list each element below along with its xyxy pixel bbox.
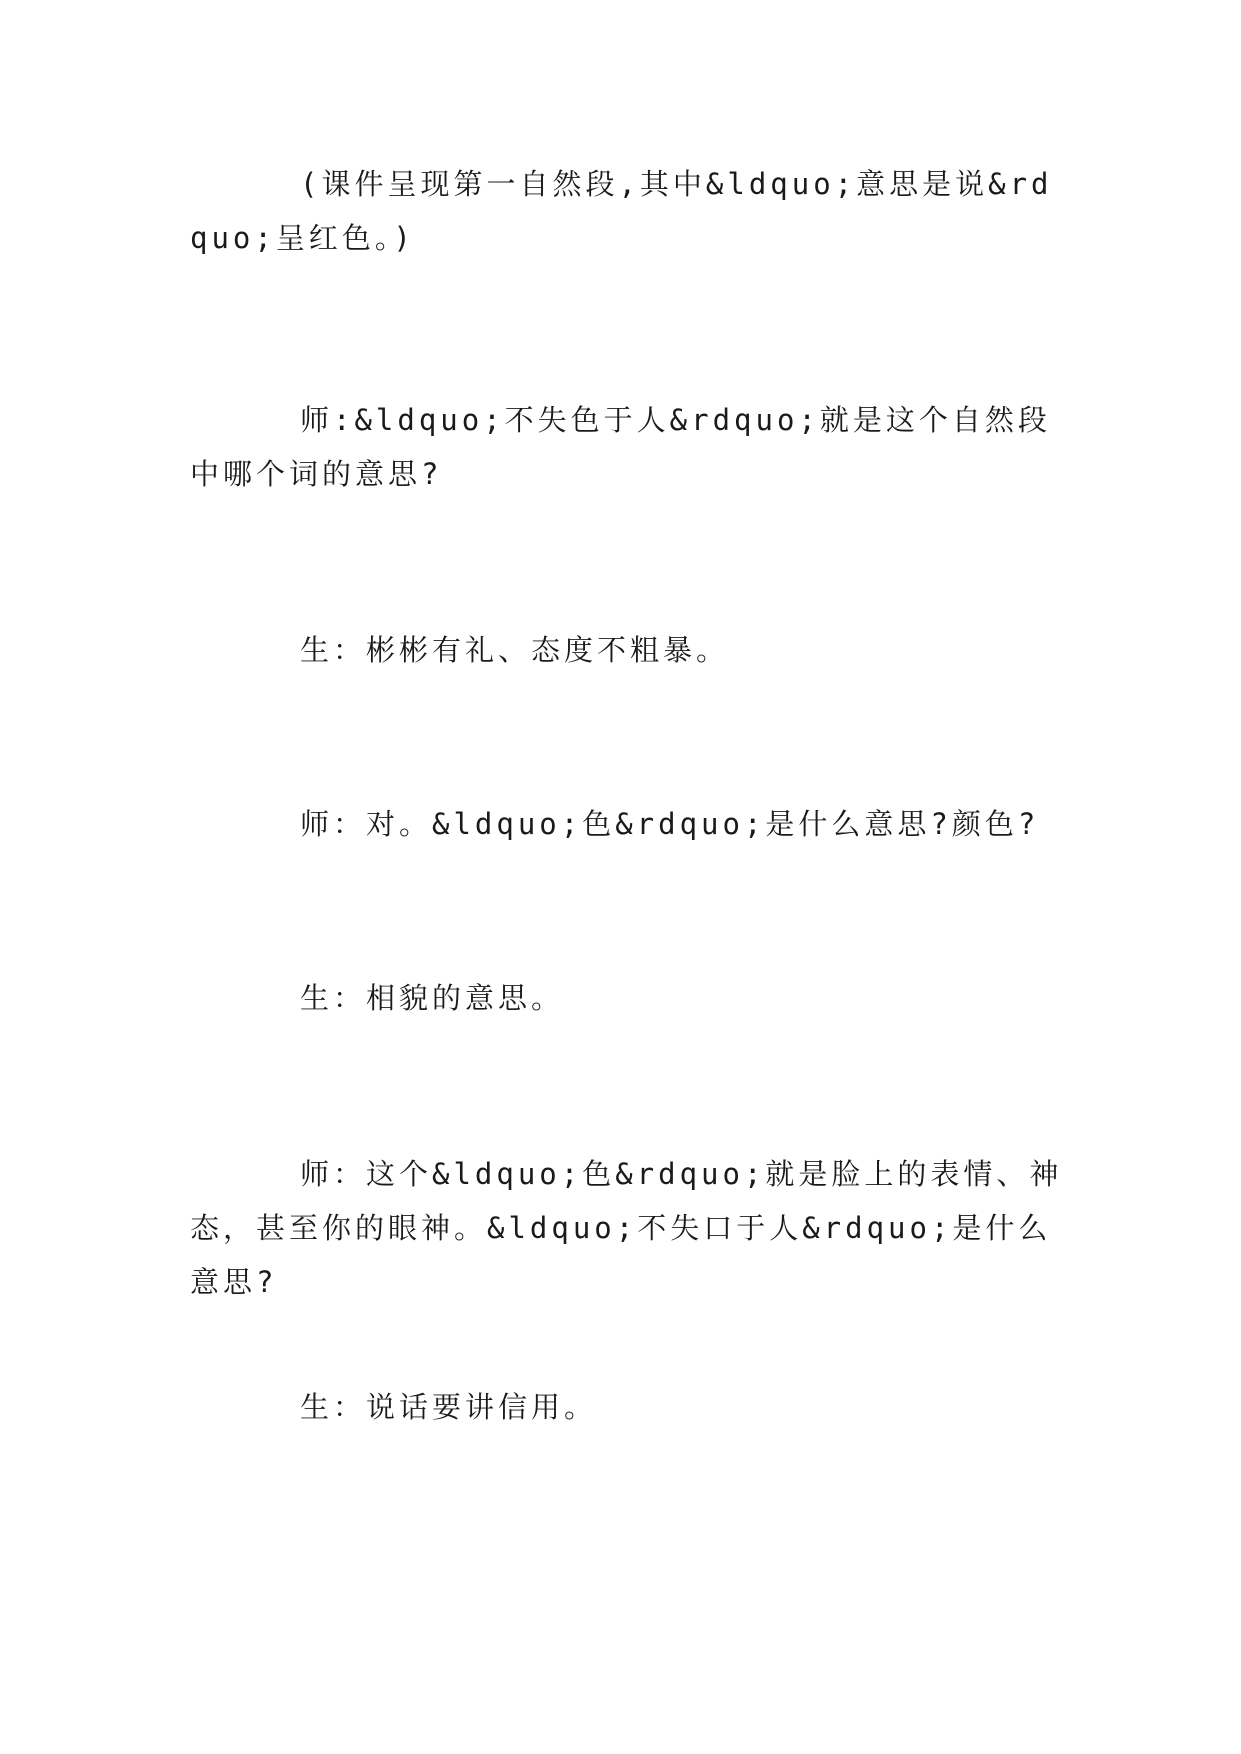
paragraph-student-answer-2: 生：相貌的意思。 [300, 981, 565, 1015]
paragraph-teacher-question-1: 师:&ldquo;不失色于人&rdquo;就是这个自然段中哪个词的意思? [190, 403, 1051, 491]
paragraph-student-answer-3: 生：说话要讲信用。 [300, 1390, 598, 1424]
paragraph-student-answer-1: 生：彬彬有礼、态度不粗暴。 [300, 633, 730, 667]
paragraph-teacher-question-3: 师：这个&ldquo;色&rdquo;就是脸上的表情、神态，甚至你的眼神。&ldquo;不失口于人&rdquo;是什么意思? [190, 1157, 1063, 1299]
paragraph-teacher-question-2: 师：对。&ldquo;色&rdquo;是什么意思?颜色? [300, 807, 1040, 841]
paragraph-courseware-note: (课件呈现第一自然段,其中&ldquo;意思是说&rdquo;呈红色。) [190, 167, 1053, 255]
